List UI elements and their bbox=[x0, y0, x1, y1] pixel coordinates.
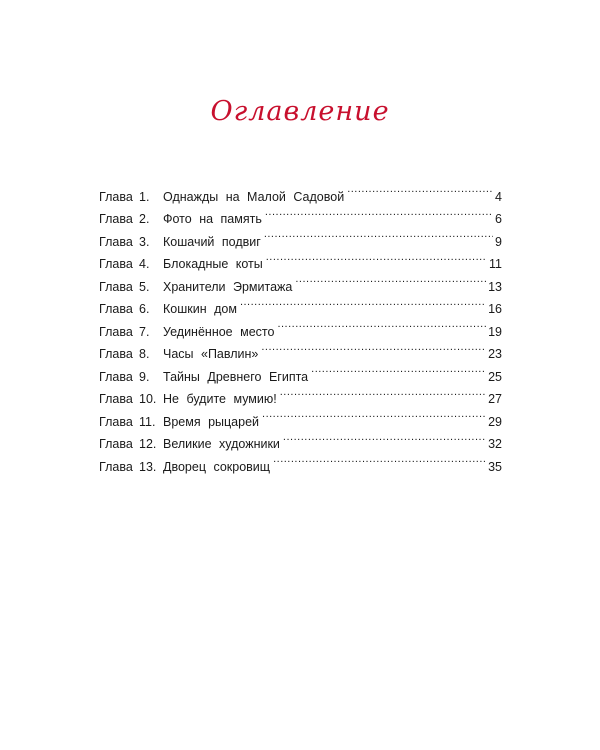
chapter-word: Глава bbox=[99, 369, 133, 384]
chapter-word: Глава bbox=[99, 302, 133, 316]
chapter-title: Фото на память bbox=[163, 212, 262, 226]
chapter-title: Кошачий подвиг bbox=[163, 234, 261, 249]
chapter-word: Глава bbox=[99, 347, 133, 361]
chapter-number: 1. bbox=[139, 189, 150, 204]
page-number: 13 bbox=[488, 279, 502, 294]
page-number: 23 bbox=[488, 347, 502, 361]
page-number: 27 bbox=[488, 392, 502, 406]
toc-entry[interactable] bbox=[99, 178, 502, 204]
chapter-word: Глава bbox=[99, 189, 133, 204]
dot-leader bbox=[264, 223, 493, 246]
chapter-title: Однажды на Малой Садовой bbox=[163, 189, 345, 204]
chapter-title: Великие художники bbox=[163, 437, 280, 451]
dot-leader bbox=[347, 178, 493, 201]
page-number: 11 bbox=[489, 257, 502, 271]
page-number: 29 bbox=[488, 414, 502, 429]
dot-leader bbox=[265, 201, 493, 224]
chapter-title: Дворец сокровищ bbox=[163, 459, 271, 474]
chapter-word: Глава bbox=[99, 234, 133, 249]
chapter-number: 7. bbox=[139, 324, 150, 339]
chapter-word: Глава bbox=[99, 212, 133, 226]
dot-leader bbox=[273, 448, 486, 471]
chapter-word: Глава bbox=[99, 414, 133, 429]
chapter-title: Хранители Эрмитажа bbox=[163, 279, 293, 294]
page-number: 9 bbox=[495, 234, 502, 249]
page-number: 19 bbox=[488, 324, 502, 339]
table-of-contents bbox=[99, 178, 502, 474]
chapter-number: 6. bbox=[139, 302, 150, 316]
chapter-number: 12. bbox=[139, 437, 157, 451]
chapter-number: 5. bbox=[139, 279, 150, 294]
dot-leader bbox=[261, 336, 486, 359]
dot-leader bbox=[266, 246, 487, 269]
dot-leader bbox=[240, 291, 486, 314]
dot-leader bbox=[311, 358, 486, 381]
chapter-number: 10. bbox=[139, 392, 157, 406]
dot-leader bbox=[262, 403, 486, 426]
chapter-title: Часы «Павлин» bbox=[163, 347, 259, 361]
chapter-title: Кошкин дом bbox=[163, 302, 237, 316]
dot-leader bbox=[295, 268, 486, 291]
page-number: 4 bbox=[495, 189, 502, 204]
page-number: 35 bbox=[488, 459, 502, 474]
chapter-number: 4. bbox=[139, 257, 150, 271]
chapter-word: Глава bbox=[99, 437, 133, 451]
chapter-title: Время рыцарей bbox=[163, 414, 260, 429]
chapter-title: Уединённое место bbox=[163, 324, 275, 339]
dot-leader bbox=[277, 313, 486, 336]
page-title: Оглавление bbox=[210, 96, 390, 127]
chapter-word: Глава bbox=[99, 257, 133, 271]
chapter-number: 13. bbox=[139, 459, 157, 474]
chapter-number: 3. bbox=[139, 234, 150, 249]
chapter-number: 2. bbox=[139, 212, 150, 226]
chapter-word: Глава bbox=[99, 459, 133, 474]
chapter-title: Тайны Древнего Египта bbox=[163, 369, 309, 384]
page-number: 25 bbox=[488, 369, 502, 384]
chapter-number: 9. bbox=[139, 369, 150, 384]
dot-leader bbox=[283, 426, 486, 449]
dot-leader bbox=[280, 381, 486, 404]
chapter-word: Глава bbox=[99, 279, 133, 294]
chapter-title: Блокадные коты bbox=[163, 257, 263, 271]
chapter-number: 11. bbox=[139, 414, 156, 429]
page-number: 16 bbox=[488, 302, 502, 316]
chapter-title: Не будите мумию! bbox=[163, 392, 277, 406]
chapter-word: Глава bbox=[99, 324, 133, 339]
chapter-word: Глава bbox=[99, 392, 133, 406]
page-number: 32 bbox=[488, 437, 502, 451]
page-number: 6 bbox=[495, 212, 502, 226]
chapter-number: 8. bbox=[139, 347, 150, 361]
